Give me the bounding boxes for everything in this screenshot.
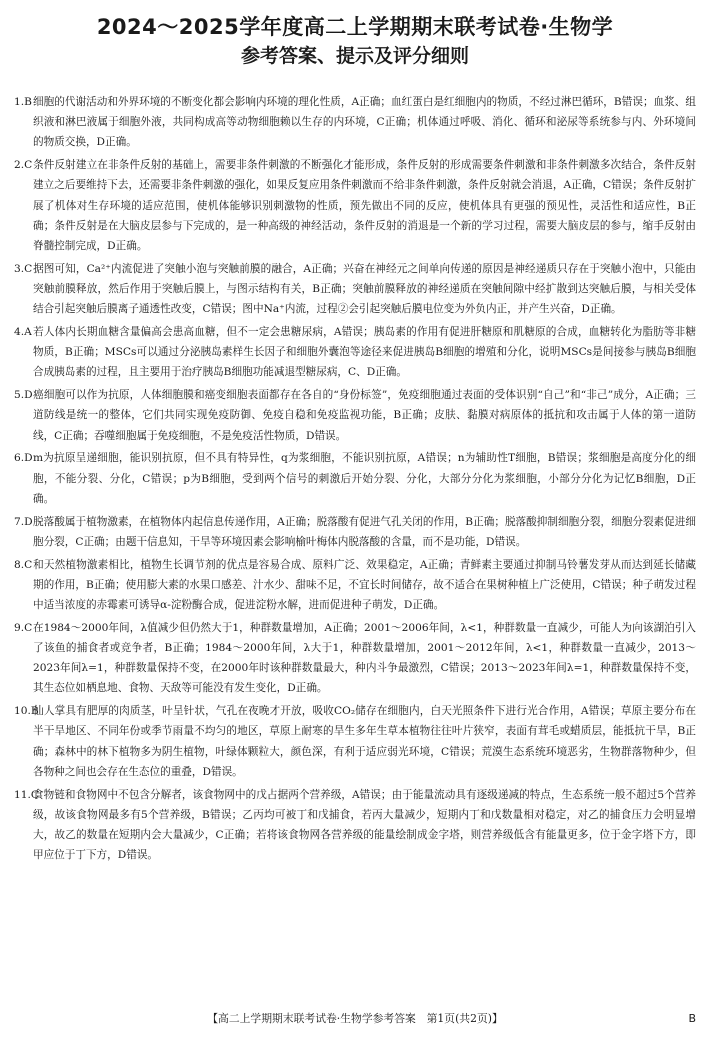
answer-item-3 [14,259,696,320]
answer-item-5 [14,385,696,446]
answer-explanation: 细胞的代谢活动和外界环境的不断变化都会影响内环境的理化性质，A正确；血红蛋白是红细胞内的物质，不经过淋巴循环，B错误；血浆、组织液和淋巴液属于细胞外液，共同构成高等动物细胞赖以生存的内环境，C正确；机体通过呼吸、消化、循环和泌尿等系统参与内、外环境间的物质交换，D正确。 [33,96,696,149]
answer-number: 4.A [14,326,32,339]
answer-explanation: m为抗原呈递细胞，能识别抗原，但不具有特异性，q为浆细胞，不能识别抗原，A错误；n为辅助性T细胞，B错误；浆细胞是高度分化的细胞，不能分裂、分化，C错误；p为B细胞，受到两个信号的刺激后开始分裂、分化，大部分分化为浆细胞，小部分分化为记忆B细胞，D正确。 [33,452,696,505]
answer-item-4 [14,322,696,383]
answer-explanation: 食物链和食物网中不包含分解者，该食物网中的戊占据两个营养级，A错误；由于能量流动具有逐级递减的特点，生态系统一般不超过5个营养级，故该食物网最多有5个营养级，B错误；乙丙均可被丁和戊捕食，若丙大量减少，短期内丁和戊数量相对稳定，对乙的捕食压力会明显增大，故乙的数量在短期内会大量减少，C正确；若将该食物网各营养级的能量绘制成金字塔，则营养级低含有能量更多，位于金字塔下方，即甲应位于丁下方，D错误。 [33,788,696,862]
answer-number: 11.C [14,788,39,801]
page-footer: 【高二上学期期末联考试卷·生物学参考答案 第1页(共2页)】 [207,1012,503,1025]
answer-item-6 [14,448,696,509]
answer-item-11 [14,785,696,866]
answer-explanation: 癌细胞可以作为抗原，人体细胞膜和癌变细胞表面都存在各自的“身份标签”，免疫细胞通过表面的受体识别“自己”和“非己”成分，A正确；三道防线是统一的整体，它们共同实现免疫防御、免疫自稳和免疫监视功能，B正确；皮肤、黏膜对病原体的抵抗和攻击属于人体的第一道防线，C正确；吞噬细胞属于免疫细胞，不是免疫活性物质，D错误。 [33,389,696,442]
answer-explanation: 在1984～2000年间，λ值减少但仍然大于1，种群数量增加，A正确；2001～2006年间，λ<1，种群数量一直减少，可能人为向该湖泊引入了该鱼的捕食者或竞争者，B正确；1984～2000年间，λ大于1，种群数量增加，2001～2012年间，λ<1，种群数量一直减少，2013～2023年间λ=1，种群数量保持不变，在2000年时该种群数量最大，种内斗争最激烈，C错误；2013～2023年间λ=1，种群数量保持不变，其生态位如栖息地、食物、天敌等可能没有发生变化，D正确。 [33,621,696,695]
answer-explanation: 若人体内长期血糖含量偏高会患高血糖，但不一定会患糖尿病，A错误；胰岛素的作用有促进肝糖原和肌糖原的合成，血糖转化为脂肪等非糖物质，B正确；MSCs可以通过分泌胰岛素样生长因子和细胞外囊泡等途径来促进胰岛B细胞的增殖和分化，说明MSCs是间接参与胰岛B细胞合成胰岛素的过程，且主要用于治疗胰岛B细胞功能减退型糖尿病，C、D正确。 [33,326,696,379]
answer-item-7 [14,512,696,552]
answer-item-1 [14,92,696,153]
document-subtitle: 参考答案、提示及评分细则 [240,45,469,67]
answer-explanation: 条件反射建立在非条件反射的基础上，需要非条件刺激的不断强化才能形成，条件反射的形成需要条件刺激和非条件刺激多次结合，条件反射建立之后要维持下去，还需要非条件刺激的强化，如果反复应用条件刺激而不给非条件刺激，条件反射就会消退，A正确，C错误；条件反射扩展了机体对生存环境的适应范围，使机体能够识别刺激物的性质，预先做出不同的反应，使机体具有更强的预见性，灵活性和适应性，B正确；条件反射是在大脑皮层参与下完成的，是一种高级的神经活动，条件反射的消退是一个新的学习过程，需要大脑皮层的参与，缩手反射由脊髓控制完成，D正确。 [33,159,696,253]
document-title: 2024～2025学年度高二上学期期末联考试卷·生物学 [96,15,614,39]
answer-number: 5.D [14,389,33,402]
answer-item-2 [14,155,696,256]
answer-item-8 [14,555,696,616]
answer-number: 3.C [14,262,33,275]
answer-item-10 [14,701,696,782]
answer-number: 6.D [14,452,33,465]
answer-explanation: 和天然植物激素相比，植物生长调节剂的优点是容易合成、原料广泛、效果稳定，A正确；青鲜素主要通过抑制马铃薯发芽从而达到延长储藏期的作用，B正确；使用膨大素的水果口感差、汁水少、甜味不足，不宜长时间储存，故不适合在果树种植上广泛使用，C错误；种子萌发过程中适当浓度的赤霉素可诱导α-淀粉酶合成，促进淀粉水解，进而促进种子萌发，D正确。 [33,558,696,612]
answer-item-9 [14,618,696,699]
answer-list [14,92,696,868]
answer-explanation: 脱落酸属于植物激素，在植物体内起信息传递作用，A正确；脱落酸有促进气孔关闭的作用，B正确；脱落酸抑制细胞分裂，细胞分裂素促进细胞分裂，C正确；由题干信息知，干旱等环境因素会影响榆叶梅体内脱落酸的含量，而不是功能，D错误。 [33,515,696,548]
paper-version-code: B [688,1012,696,1025]
answer-number: 8.C [14,558,33,571]
answer-number: 9.C [14,621,33,634]
answer-number: 2.C [14,159,33,172]
answer-number: 7.D [14,515,33,528]
answer-number: 10.B [14,705,39,718]
answer-explanation: 据图可知，Ca²⁺内流促进了突触小泡与突触前膜的融合，A正确；兴奋在神经元之间单向传递的原因是神经递质只存在于突触小泡中，只能由突触前膜释放，然后作用于突触后膜上，与图示结构有关，B正确；突触前膜释放的神经递质在突触间隙中经扩散到达突触后膜，与相关受体结合引起突触后膜离子通透性改变，C错误；图中Na⁺内流，过程②会引起突触后膜电位变为外负内正，并产生兴奋，D正确。 [33,262,696,316]
answer-explanation: 仙人掌具有肥厚的肉质茎，叶呈针状，气孔在夜晚才开放，吸收CO₂储存在细胞内，白天光照条件下进行光合作用，A错误；草原主要分布在半干旱地区、不同年份或季节雨量不均匀的地区，草原上耐寒的旱生多年生草本植物往往叶片狭窄，表面有茸毛或蜡质层，能抵抗干旱，B正确；森林中的林下植物多为阴生植物，叶绿体颗粒大，颜色深，有利于适应弱光环境，C错误；荒漠生态系统环境恶劣，生物群落物种少，但各物种之间也会存在生态位的重叠，D错误。 [33,705,696,778]
answer-number: 1.B [14,96,32,108]
